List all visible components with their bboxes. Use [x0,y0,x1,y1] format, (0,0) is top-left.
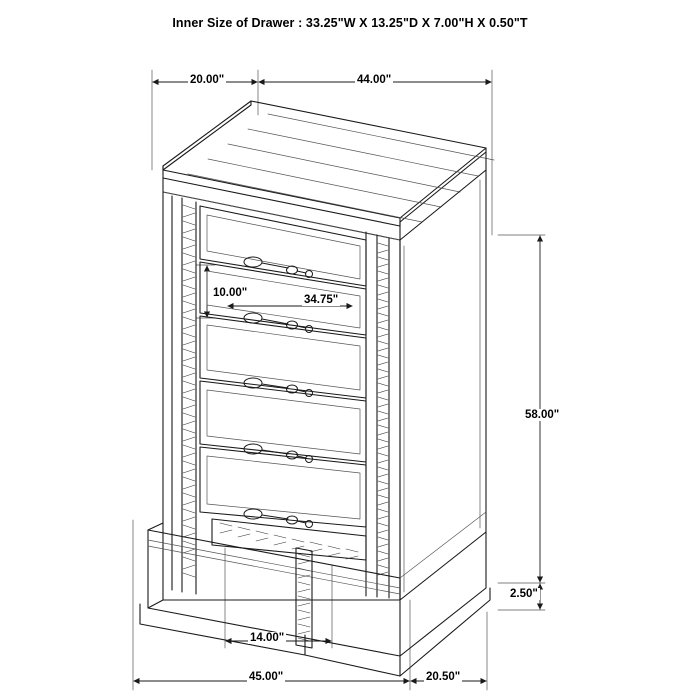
dim-base-height: 2.50" [510,588,538,600]
dim-width-top: 44.00" [357,74,392,86]
dim-overall-height: 58.00" [525,409,560,421]
dim-overall-width: 45.00" [249,671,284,683]
dim-base-inset: 14.00" [250,632,285,644]
page-title: Inner Size of Drawer : 33.25"W X 13.25"D X 7.00"H X 0.50"T [172,16,528,30]
dim-drawer-height: 10.00" [213,287,248,299]
dim-depth-top: 20.00" [190,74,225,86]
dim-overall-depth: 20.50" [426,671,461,683]
dim-drawer-width: 34.75" [304,294,339,306]
